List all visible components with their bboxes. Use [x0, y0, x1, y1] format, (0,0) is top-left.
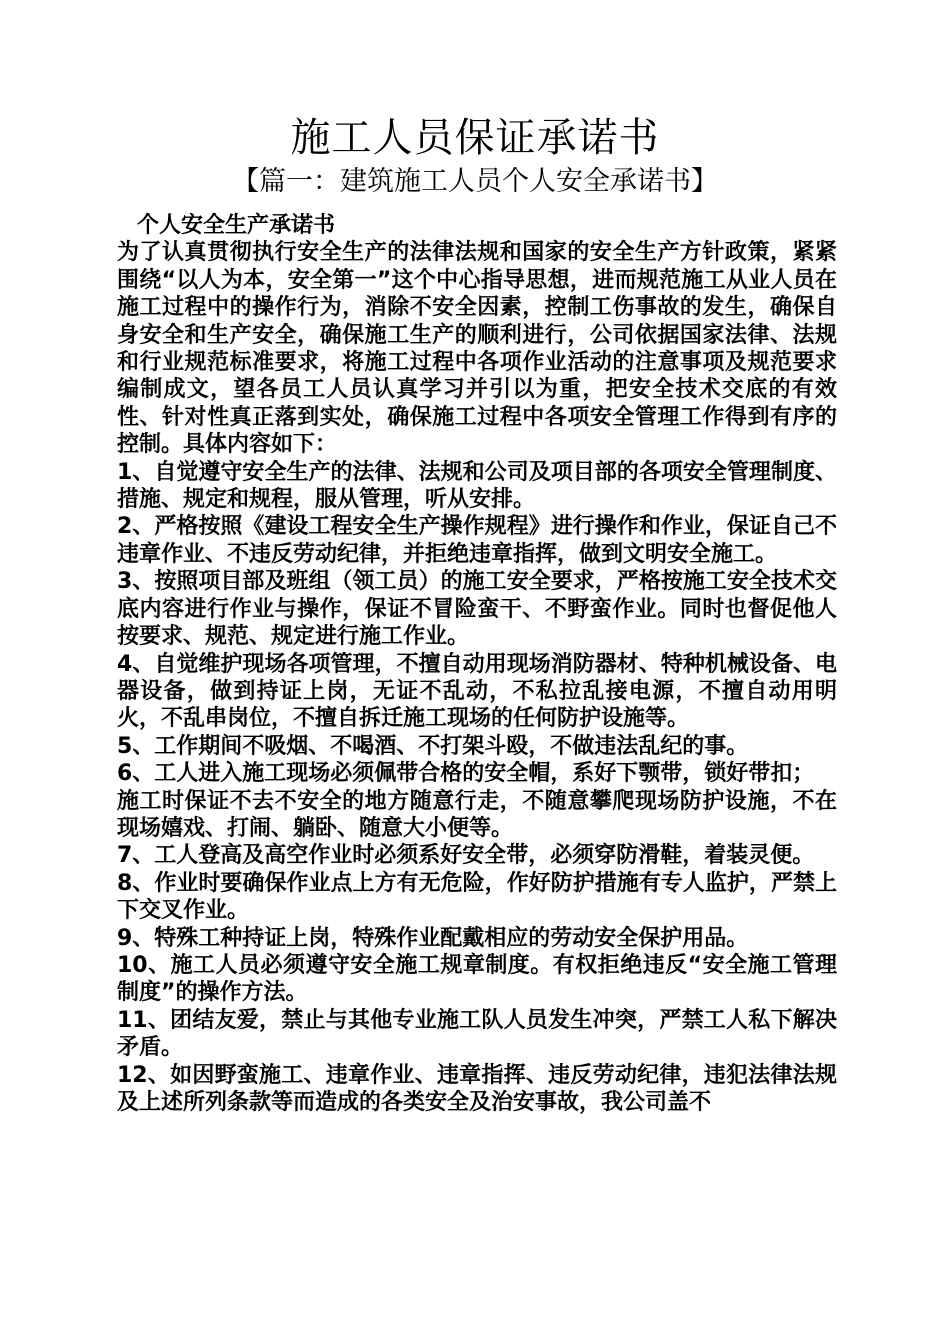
clause-7: 7、工人登高及高空作业时必须系好安全带，必须穿防滑鞋，着装灵便。: [117, 843, 815, 869]
clause-3: 3、按照项目部及班组（领工员）的施工安全要求，严格按施工安全技术交底内容进行作业与操作，保证不冒险蛮干、不野蛮作业。同时也督促他人按要求、规范、规定进行施工作业。: [117, 569, 837, 650]
clause-9: 9、特殊工种持证上岗，特殊作业配戴相应的劳动安全保护用品。: [117, 925, 749, 951]
clause-10: 10、施工人员必须遵守安全施工规章制度。有权拒绝违反“安全施工管理制度”的操作方法。: [117, 952, 837, 1006]
document-body: [117, 212, 837, 1116]
clause-5: 5、工作期间不吸烟、不喝酒、不打架斗殴，不做违法乱纪的事。: [117, 733, 749, 759]
clause-1: 1、自觉遵守安全生产的法律、法规和公司及项目部的各项安全管理制度、措施、规定和规程，服从管理，听从安排。: [117, 459, 837, 513]
intro-paragraph: 为了认真贯彻执行安全生产的法律法规和国家的安全生产方针政策，紧紧围绕“以人为本，安全第一”这个中心指导思想，进而规范施工从业人员在施工过程中的操作行为，消除不安全因素，控制工伤事故的发生，确保自身安全和生产安全，确保施工生产的顺利进行，公司依据国家法律、法规和行业规范标准要求，将施工过程中各项作业活动的注意事项及规范要求编制成文，望各员工人员认真学习并引以为重，把安全技术交底的有效性、针对性真正落到实处，确保施工过程中各项安全管理工作得到有序的控制。具体内容如下：: [117, 240, 837, 458]
document-subtitle: 【篇一：建筑施工人员个人安全承诺书】: [232, 166, 718, 197]
clause-12: 12、如因野蛮施工、违章作业、违章指挥、违反劳动纪律，违犯法律法规及上述所列条款等而造成的各类安全及治安事故，我公司盖不: [117, 1062, 837, 1115]
clause-4: 4、自觉维护现场各项管理，不擅自动用现场消防器材、特种机械设备、电器设备，做到持证上岗，无证不乱动，不私拉乱接电源，不擅自动用明火，不乱串岗位，不擅自拆迁施工现场的任何防护设施等。: [117, 651, 837, 732]
clause-11: 11、团结友爱，禁止与其他专业施工队人员发生冲突，严禁工人私下解决矛盾。: [117, 1007, 837, 1061]
clause-6-continued: 施工时保证不去不安全的地方随意行走，不随意攀爬现场防护设施，不在现场嬉戏、打闹、躺卧、随意大小便等。: [117, 788, 837, 841]
clause-8: 8、作业时要确保作业点上方有无危险，作好防护措施有专人监护，严禁上下交叉作业。: [117, 870, 837, 924]
document-title: 施工人员保证承诺书: [290, 115, 660, 161]
section-heading: 个人安全生产承诺书: [137, 213, 336, 238]
clause-6: 6、工人进入施工现场必须佩带合格的安全帽，系好下颚带，锁好带扣；: [117, 761, 815, 787]
clause-2: 2、严格按照《建设工程安全生产操作规程》进行操作和作业，保证自己不违章作业、不违反劳动纪律，并拒绝违章指挥，做到文明安全施工。: [117, 514, 837, 567]
